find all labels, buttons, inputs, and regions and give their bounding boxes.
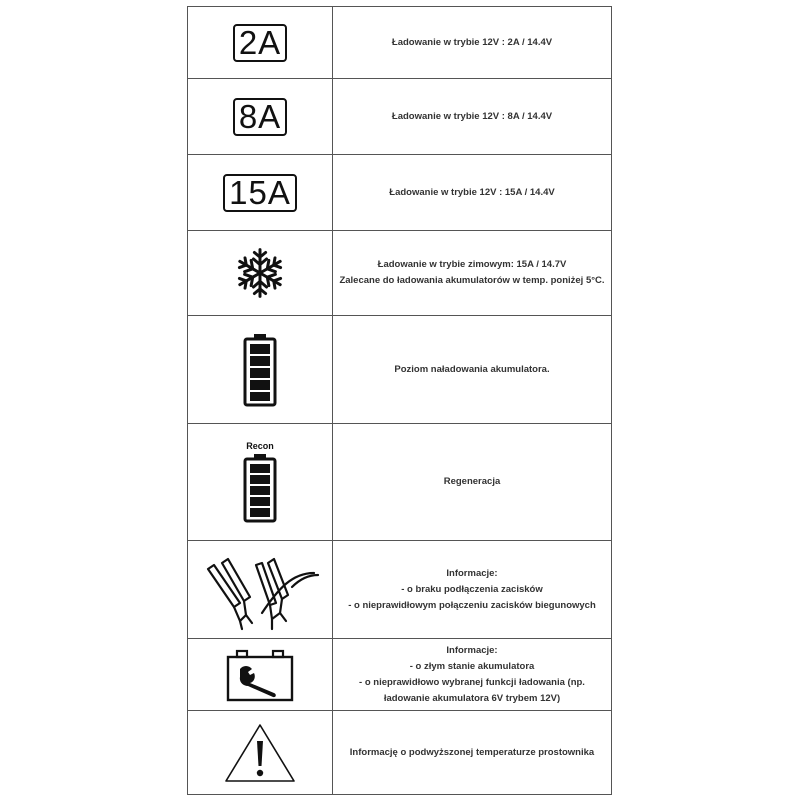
description-cell: [333, 7, 612, 79]
description-text: Ładowanie w trybie 12V : 15A / 14.4V: [389, 186, 555, 198]
description-cell: [333, 424, 612, 541]
description-cell: [333, 711, 612, 795]
icon-cell: [188, 424, 333, 541]
description-text: Ładowanie w trybie 12V : 2A / 14.4V: [391, 36, 553, 48]
recon-label: Recon: [246, 441, 274, 451]
battery-wrench-icon: [225, 647, 295, 703]
description-cell: [333, 231, 612, 316]
icon-cell: [188, 639, 333, 711]
description-text: Ładowanie w trybie zimowym: 15A / 14.7V: [377, 259, 567, 270]
description-text: Informację o podwyższonej temperaturze prostownika: [349, 746, 595, 758]
15a-mode-icon: 15A: [223, 174, 297, 212]
icon-cell: [188, 79, 333, 155]
description-cell: [333, 79, 612, 155]
icon-cell: [188, 7, 333, 79]
icon-cell: [188, 711, 333, 795]
battery-level-icon: [243, 333, 277, 407]
legend-row: [188, 79, 612, 155]
icon-cell: [188, 231, 333, 316]
legend-row: [188, 155, 612, 231]
legend-row: [188, 541, 612, 639]
description-text: Informacje:: [446, 567, 498, 579]
description-text: Ładowanie w trybie 12V : 8A / 14.4V: [391, 110, 553, 122]
legend-row: [188, 424, 612, 541]
2a-mode-icon: 2A: [233, 24, 287, 62]
description-text: Regeneracja: [443, 476, 501, 487]
warning-triangle-icon: [223, 721, 297, 785]
description-text: - o złym stanie akumulatora: [409, 660, 535, 672]
legend-row: [188, 639, 612, 711]
8a-mode-icon: 8A: [233, 98, 287, 136]
recon-battery-icon: [243, 453, 277, 523]
description-text: - o braku podłączenia zacisków: [401, 583, 543, 595]
legend-row: [188, 7, 612, 79]
icon-cell: [188, 316, 333, 424]
description-text: Informacje:: [446, 644, 498, 656]
legend-table: [187, 6, 612, 795]
description-text: Zalecane do ładowania akumulatorów w temp. poniżej 5°C.: [339, 275, 605, 286]
legend-row: [188, 231, 612, 316]
description-text: ładowanie akumulatora 6V trybem 12V): [383, 692, 561, 704]
description-cell: [333, 541, 612, 639]
description-cell: [333, 639, 612, 711]
description-text: - o nieprawidłowym połączeniu zacisków biegunowych: [348, 599, 596, 611]
legend-row: [188, 316, 612, 424]
description-text: - o nieprawidłowo wybranej funkcji ładowania (np.: [359, 676, 585, 688]
description-text: Poziom naładowania akumulatora.: [394, 363, 550, 375]
description-cell: [333, 155, 612, 231]
icon-cell: [188, 541, 333, 639]
icon-cell: [188, 155, 333, 231]
legend-row: [188, 711, 612, 795]
clamps-icon: [200, 549, 320, 631]
snowflake-icon: [232, 245, 288, 301]
description-cell: [333, 316, 612, 424]
